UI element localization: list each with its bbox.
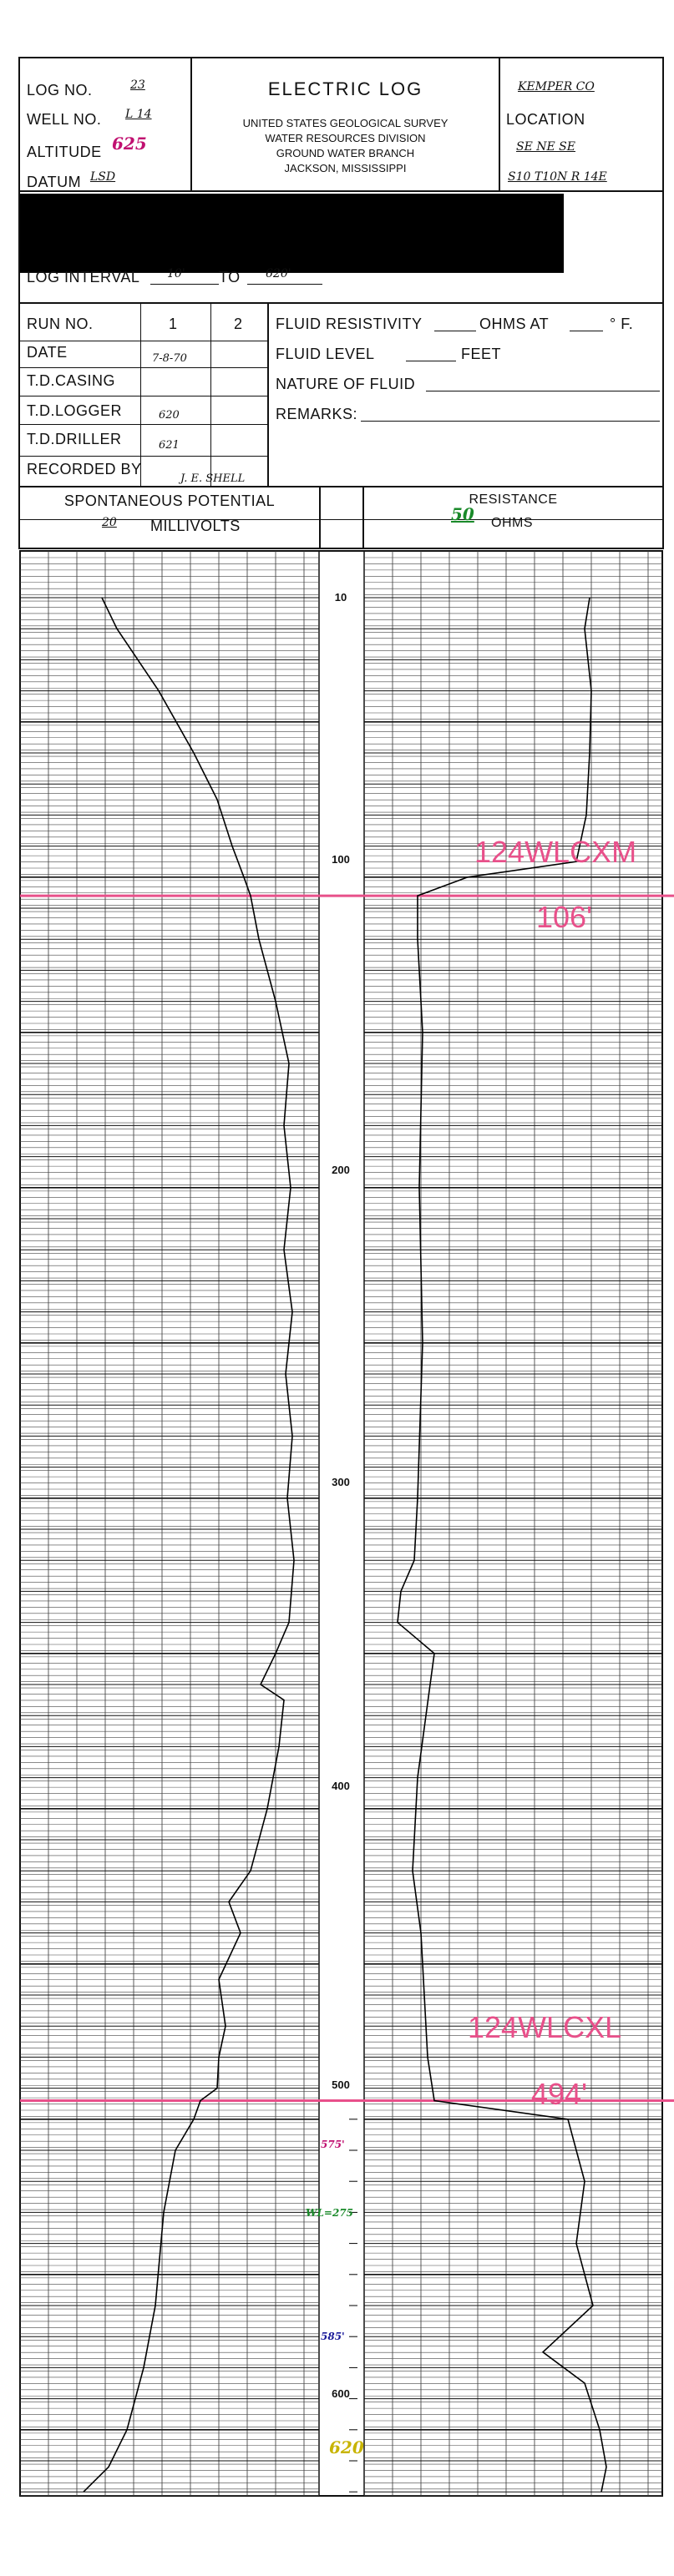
formation-top-code: 124WLCXM (474, 835, 637, 869)
depth-label-200: 200 (332, 1164, 350, 1176)
recorded-by-value: J. E. SHELL (180, 472, 246, 485)
ohms-at-label: OHMS AT (479, 316, 550, 332)
feet-label: FEET (461, 346, 502, 362)
log-interval-from: 10' (167, 267, 185, 280)
deg-f-label: ° F. (610, 316, 634, 332)
agency-line-3: GROUND WATER BRANCH (276, 147, 415, 159)
depth-label-10: 10 (334, 591, 347, 604)
location-value: SE NE SE (516, 140, 575, 154)
log-interval-to-label: TO (219, 269, 241, 285)
res-title: RESISTANCE (469, 492, 558, 507)
datum-value: LSD (90, 170, 116, 184)
stamp-wl: WL=275 (306, 2207, 354, 2219)
nature-of-fluid-label: NATURE OF FLUID (276, 376, 416, 392)
altitude-label: ALTITUDE (27, 144, 102, 160)
run-1: 1 (169, 316, 178, 332)
td-driller-value: 621 (159, 439, 180, 452)
formation-bottom-depth: 494' (531, 2077, 587, 2111)
section-value: S10 T10N R 14E (508, 170, 607, 184)
altitude-value: 625 (112, 134, 147, 154)
td-driller-label: T.D.DRILLER (27, 431, 122, 447)
log-title: ELECTRIC LOG (267, 78, 423, 99)
well-no-label: WELL NO. (27, 111, 102, 128)
depth-label-600: 600 (332, 2387, 350, 2400)
stamp-585: 585' (321, 2331, 345, 2342)
td-casing-label: T.D.CASING (27, 372, 116, 389)
depth-label-400: 400 (332, 1780, 350, 1792)
res-scale-value: 50 (451, 504, 474, 524)
well-no-value: L 14 (125, 108, 152, 121)
depth-track (319, 551, 364, 2496)
log-no-value: 23 (130, 78, 145, 92)
agency-line-2: WATER RESOURCES DIVISION (265, 132, 426, 144)
log-interval-label: LOG INTERVAL (27, 269, 140, 285)
run-2: 2 (234, 316, 243, 332)
remarks-label: REMARKS: (276, 406, 358, 422)
agency-line-1: UNITED STATES GEOLOGICAL SURVEY (242, 117, 448, 129)
depth-label-100: 100 (332, 853, 350, 866)
date-label: DATE (27, 344, 68, 361)
res-unit: OHMS (491, 516, 533, 530)
sp-unit: MILLIVOLTS (150, 518, 241, 534)
fluid-resistivity-label: FLUID RESISTIVITY (276, 316, 423, 332)
sp-scale-value: 20 (102, 516, 117, 529)
run-no-label: RUN NO. (27, 316, 94, 332)
depth-label-300: 300 (332, 1476, 350, 1488)
sp-curve (84, 598, 294, 2492)
datum-label: DATUM (27, 174, 82, 190)
formation-bottom-code: 124WLCXL (468, 2010, 622, 2044)
log-no-label: LOG NO. (27, 82, 93, 98)
formation-top-depth: 106' (536, 900, 592, 934)
td-logger-label: T.D.LOGGER (27, 402, 123, 419)
county-value: KEMPER CO (518, 80, 595, 93)
td-logger-value: 620 (159, 409, 180, 422)
stamp-575: 575' (321, 2139, 345, 2150)
resistance-curve (398, 598, 606, 2492)
date-value: 7-8-70 (152, 352, 187, 365)
td-620-label: 620 (329, 2437, 364, 2457)
agency-line-4: JACKSON, MISSISSIPPI (284, 162, 407, 174)
sp-title: SPONTANEOUS POTENTIAL (63, 492, 276, 509)
location-label: LOCATION (506, 111, 585, 128)
depth-label-500: 500 (332, 2078, 350, 2091)
recorded-by-label: RECORDED BY (27, 461, 142, 477)
log-interval-to: 620' (266, 267, 291, 280)
fluid-level-label: FLUID LEVEL (276, 346, 375, 362)
